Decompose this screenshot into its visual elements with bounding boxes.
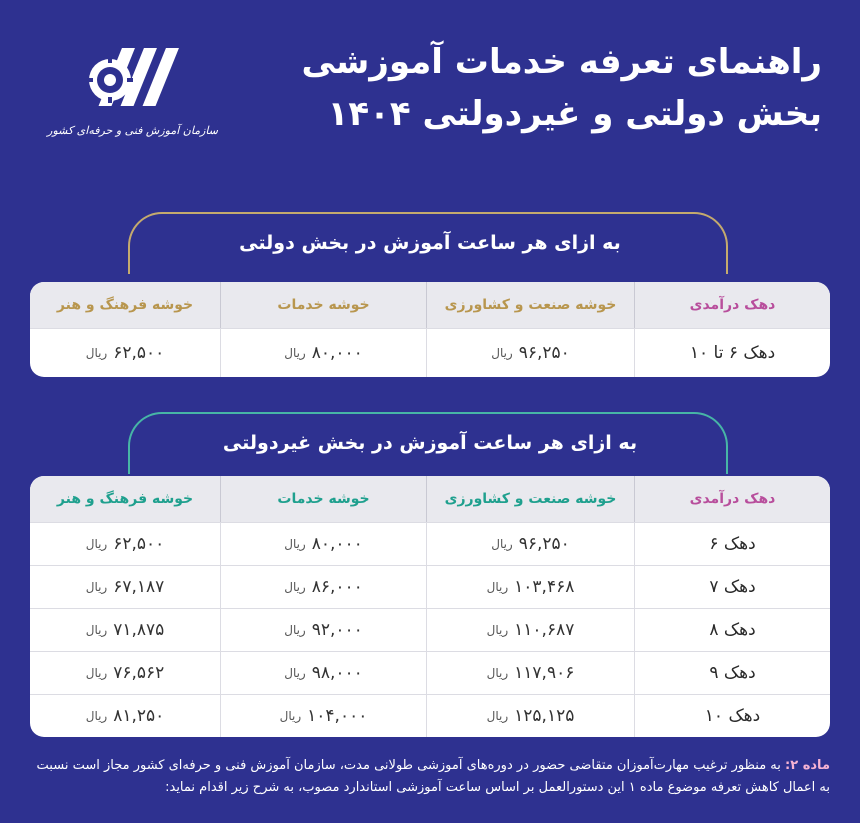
table-cell	[426, 652, 634, 694]
decile-label: دهک ۶	[634, 523, 830, 565]
column-header: خوشه صنعت و کشاورزی	[426, 476, 634, 522]
table-cell	[426, 566, 634, 608]
currency-unit: ریال	[85, 709, 108, 723]
table-row	[30, 694, 830, 737]
non-government-section	[30, 412, 830, 737]
organization-logo	[47, 38, 218, 158]
currency-unit: ریال	[284, 666, 306, 680]
currency-unit: ریال	[85, 537, 108, 551]
table-row	[30, 565, 830, 608]
table-row	[30, 608, 830, 651]
title-line-2: بخش دولتی و غیردولتی ۱۴۰۴	[327, 94, 822, 134]
currency-unit: ریال	[279, 709, 302, 723]
price-value: ۸۱,۲۵۰	[113, 706, 165, 726]
currency-unit: ریال	[491, 537, 513, 551]
price-value: ۹۲,۰۰۰	[311, 620, 363, 640]
price-value: ۹۶,۲۵۰	[518, 534, 570, 554]
decile-label: دهک ۹	[634, 652, 830, 694]
price-value: ۶۲,۵۰۰	[113, 534, 165, 554]
currency-unit: ریال	[284, 537, 306, 551]
table-cell	[220, 523, 426, 565]
table-cell	[30, 652, 220, 694]
price-value: ۸۰,۰۰۰	[311, 343, 363, 363]
price-value: ۱۱۷,۹۰۶	[514, 663, 575, 683]
price-value: ۱۱۰,۶۸۷	[514, 620, 575, 640]
column-header: خوشه فرهنگ و هنر	[56, 491, 194, 507]
price-value: ۶۲,۵۰۰	[113, 343, 165, 363]
table-header-row	[30, 282, 830, 328]
section-heading: به ازای هر ساعت آموزش در بخش غیردولتی	[222, 432, 638, 454]
decile-label: دهک ۷	[634, 566, 830, 608]
currency-unit: ریال	[85, 666, 108, 680]
currency-unit: ریال	[486, 666, 509, 680]
table-cell	[426, 695, 634, 737]
currency-unit: ریال	[85, 346, 108, 360]
decile-label: دهک ۶ تا ۱۰	[634, 329, 830, 377]
decile-label: دهک ۱۰	[634, 695, 830, 737]
table-header-row	[30, 476, 830, 522]
table-cell	[30, 566, 220, 608]
table-cell	[30, 695, 220, 737]
currency-unit: ریال	[491, 346, 513, 360]
currency-unit: ریال	[486, 580, 509, 594]
table-cell	[426, 329, 634, 377]
currency-unit: ریال	[486, 709, 509, 723]
table-cell	[30, 609, 220, 651]
column-header: خوشه فرهنگ و هنر	[56, 297, 194, 313]
column-header: خوشه خدمات	[220, 476, 426, 522]
table-row	[30, 651, 830, 694]
column-header: خوشه خدمات	[220, 282, 426, 328]
table-cell	[30, 329, 220, 377]
section-heading: به ازای هر ساعت آموزش در بخش دولتی	[239, 232, 621, 254]
price-value: ۸۶,۰۰۰	[311, 577, 363, 597]
price-value: ۱۰۳,۴۶۸	[514, 577, 575, 597]
tariff-table	[30, 282, 830, 377]
table-cell	[220, 566, 426, 608]
table-cell	[220, 329, 426, 377]
price-value: ۷۶,۵۶۲	[113, 663, 165, 683]
currency-unit: ریال	[284, 346, 306, 360]
price-value: ۹۶,۲۵۰	[518, 343, 570, 363]
price-value: ۶۷,۱۸۷	[113, 577, 165, 597]
article-note	[30, 755, 830, 799]
gear-logo-icon	[86, 38, 196, 122]
table-cell	[426, 523, 634, 565]
currency-unit: ریال	[284, 623, 306, 637]
price-value: ۱۰۴,۰۰۰	[307, 706, 368, 726]
tariff-table	[30, 476, 830, 737]
table-cell	[220, 609, 426, 651]
price-value: ۱۲۵,۱۲۵	[514, 706, 575, 726]
government-section	[30, 212, 830, 377]
table-cell	[220, 652, 426, 694]
table-cell	[426, 609, 634, 651]
title-line-1: راهنمای تعرفه خدمات آموزشی	[301, 42, 822, 82]
note-key: ماده ۲:	[785, 758, 830, 773]
logo-caption: سازمان آموزش فنی و حرفه‌ای کشور	[47, 124, 218, 137]
currency-unit: ریال	[486, 623, 509, 637]
price-value: ۹۸,۰۰۰	[311, 663, 363, 683]
currency-unit: ریال	[85, 623, 108, 637]
price-value: ۷۱,۸۷۵	[113, 620, 165, 640]
page-title	[302, 36, 822, 140]
column-header: دهک درآمدی	[634, 476, 830, 522]
table-cell	[30, 523, 220, 565]
currency-unit: ریال	[85, 580, 108, 594]
column-header: خوشه صنعت و کشاورزی	[426, 282, 634, 328]
column-header: دهک درآمدی	[634, 282, 830, 328]
currency-unit: ریال	[284, 580, 306, 594]
note-text: به منظور ترغیب مهارت‌آموزان متقاضی حضور در دوره‌های آموزشی طولانی مدت، سازمان آموزش فنی و حرفه‌ای کشور مجاز است نسبت به اعمال کاهش تعرفه موضوع ماده ۱ این دستورالعمل بر اساس ساعت آموزشی استاندارد مصوب، به شرح زیر اقدام نماید:	[36, 758, 830, 795]
table-cell	[220, 695, 426, 737]
table-row	[30, 522, 830, 565]
table-row	[30, 328, 830, 377]
price-value: ۸۰,۰۰۰	[311, 534, 363, 554]
decile-label: دهک ۸	[634, 609, 830, 651]
